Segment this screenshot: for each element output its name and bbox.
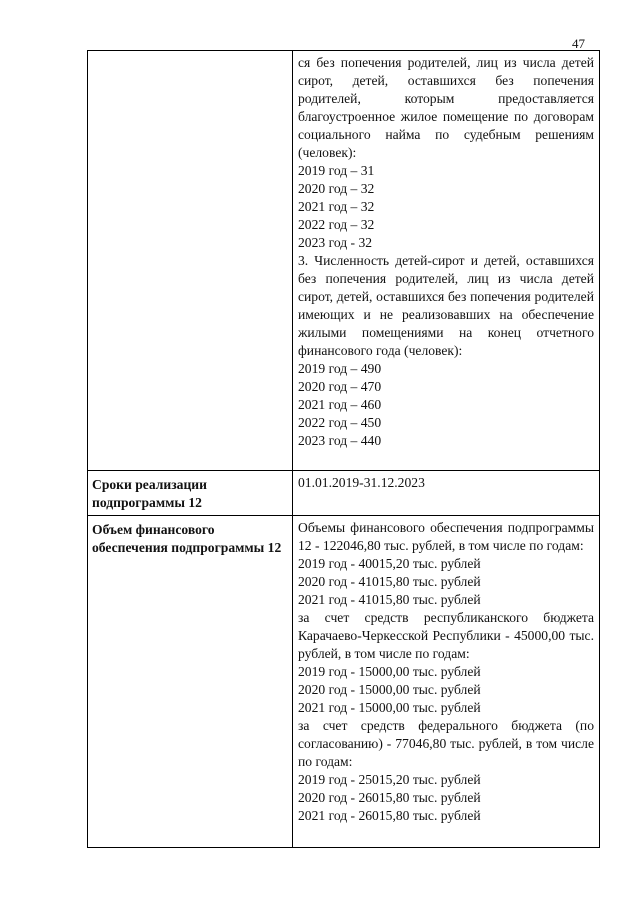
regional-year-line: 2020 год - 15000,00 тыс. рублей (298, 682, 481, 697)
table-row-terms (88, 471, 600, 516)
target3-year-line: 2021 год – 460 (298, 397, 382, 412)
funding-value-cell (293, 516, 600, 848)
funding-year-line: 2021 год - 41015,80 тыс. рублей (298, 592, 481, 607)
target-year-line: 2022 год – 32 (298, 217, 375, 232)
table-row-funding (88, 516, 600, 848)
terms-label-cell (88, 471, 293, 516)
terms-value: 01.01.2019-31.12.2023 (298, 475, 425, 490)
target3-year-line: 2020 год – 470 (298, 379, 382, 394)
regional-year-line: 2021 год - 15000,00 тыс. рублей (298, 700, 481, 715)
funding-regional-text: за счет средств республиканского бюджета Карачаево-Черкесской Республики - 45000,00 тыс. рублей, в том числе по годам: (298, 610, 594, 661)
target-year-line: 2021 год – 32 (298, 199, 375, 214)
funding-total-text: Объемы финансового обеспечения подпрограммы 12 - 122046,80 тыс. рублей, в том числе по годам: (298, 520, 594, 553)
regional-year-line: 2019 год - 15000,00 тыс. рублей (298, 664, 481, 679)
targets-value-cell (293, 51, 600, 471)
target-year-line: 2023 год - 32 (298, 235, 373, 250)
targets-intro-text: ся без попечения родителей, лиц из числа детей сирот, детей, оставшихся без попечения родителей, которым предоставляется благоустроенное жилое помещение по договорам социального найма по судебным решениям (человек): (298, 55, 594, 160)
subprogram-passport-table (87, 50, 600, 848)
terms-value-cell (293, 471, 600, 516)
funding-label-cell (88, 516, 293, 848)
target3-year-line: 2022 год – 450 (298, 415, 382, 430)
table-row-targets (88, 51, 600, 471)
funding-federal-text: за счет средств федерального бюджета (по согласованию) - 77046,80 тыс. рублей, в том числе по годам: (298, 718, 594, 769)
target-item-3-text: 3. Численность детей-сирот и детей, оставшихся без попечения родителей, лиц из числа детей сирот, детей, оставшихся без попечения родителей имеющих и не реализовавших на обеспечение жилыми помещениями на конец отчетного финансового года (человек): (298, 253, 594, 358)
federal-year-line: 2021 год - 26015,80 тыс. рублей (298, 808, 481, 823)
terms-label: Сроки реализации подпрограммы 12 (92, 477, 207, 510)
targets-label-cell (88, 51, 293, 471)
target-year-line: 2020 год – 32 (298, 181, 375, 196)
target3-year-line: 2023 год – 440 (298, 433, 382, 448)
target-year-line: 2019 год – 31 (298, 163, 375, 178)
funding-label: Объем финансового обеспечения подпрограммы 12 (92, 522, 282, 555)
federal-year-line: 2019 год - 25015,20 тыс. рублей (298, 772, 481, 787)
funding-year-line: 2020 год - 41015,80 тыс. рублей (298, 574, 481, 589)
page-number: 47 (572, 36, 585, 51)
target3-year-line: 2019 год – 490 (298, 361, 382, 376)
funding-year-line: 2019 год - 40015,20 тыс. рублей (298, 556, 481, 571)
federal-year-line: 2020 год - 26015,80 тыс. рублей (298, 790, 481, 805)
